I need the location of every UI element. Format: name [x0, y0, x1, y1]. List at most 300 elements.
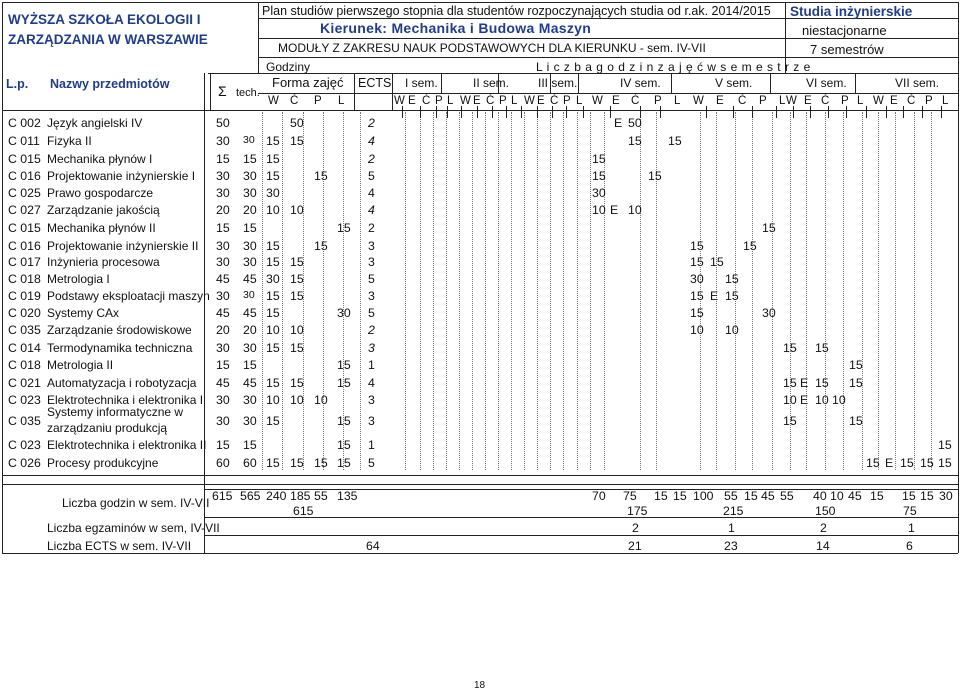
hours-w: 10 [266, 323, 280, 337]
sem-letter: P [759, 95, 767, 107]
subject-name-line1: Systemy informatyczne w [47, 405, 184, 419]
sem-letter: Ć [907, 95, 916, 107]
hours-w: 15 [266, 169, 280, 183]
subject-name-line2: zarządzaniu produkcją [47, 421, 168, 435]
sem-hours: 15 [690, 306, 704, 320]
ects-value: 3 [368, 393, 375, 407]
hours-sum: 30 [216, 239, 230, 253]
v-line [436, 106, 437, 118]
subject-name: Podstawy eksploatacji maszyn [47, 289, 210, 303]
sem-letter: W [786, 95, 797, 107]
hours-p: 15 [314, 239, 328, 253]
hours-w: 30 [266, 272, 280, 286]
sem-letter: E [473, 95, 481, 107]
sem-hours-total: 15 [744, 489, 758, 503]
dot-line [360, 112, 361, 470]
subject-name: Systemy CAx [47, 306, 120, 320]
v-line [866, 106, 867, 118]
study-type: Studia inżynierskie [790, 4, 913, 19]
sem-hours: E [614, 116, 623, 130]
hours-c: 50 [290, 116, 304, 130]
subject-code: C 017 [8, 255, 41, 269]
ects-value: 3 [368, 341, 375, 355]
subject-code: C 026 [8, 456, 41, 470]
subject-name: Procesy produkcyjne [47, 456, 159, 470]
hours-tech: 30 [243, 289, 255, 301]
hours-total-4: 55 [314, 489, 328, 503]
sem-letter: E [716, 95, 724, 107]
dot-line [914, 112, 915, 470]
hours-l: 15 [337, 414, 351, 428]
hours-c: 10 [290, 393, 304, 407]
sem-hours: 15 [920, 456, 934, 470]
dot-line [895, 112, 896, 470]
ects-value: 4 [368, 134, 375, 148]
dot-line [537, 112, 538, 470]
sem-hours: 15 [743, 239, 757, 253]
sem-letter: W [592, 95, 603, 107]
hours-w: 15 [266, 306, 280, 320]
ects-value: 5 [368, 306, 375, 320]
v-line [752, 106, 753, 118]
sem-hours: 15 [815, 376, 829, 390]
h-line [258, 93, 392, 94]
hours-l: 15 [337, 438, 351, 452]
sem-header-7: VII sem. [895, 76, 940, 90]
v-line [903, 106, 904, 118]
dot-line [931, 112, 932, 470]
hours-tech: 15 [243, 438, 257, 452]
sem-hours-total: 40 [813, 489, 827, 503]
subject-name: Mechanika płynów I [47, 152, 153, 166]
hours-tech: 30 [243, 239, 257, 253]
sem-hours: 15 [592, 169, 606, 183]
subject-code: C 016 [8, 239, 41, 253]
hours-tech: 30 [243, 134, 255, 146]
hours-c: 15 [290, 272, 304, 286]
hours-w: 15 [266, 456, 280, 470]
v-line [506, 106, 507, 118]
ects-value: 4 [368, 186, 375, 200]
hours-w: 15 [266, 134, 280, 148]
h-line [2, 475, 958, 476]
hours-sum: 15 [216, 438, 230, 452]
hours-sum: 50 [216, 116, 230, 130]
subject-code: C 025 [8, 186, 41, 200]
hours-tech: 30 [243, 186, 257, 200]
sem-hours-total: 75 [623, 489, 637, 503]
sem-exams: 2 [632, 521, 639, 535]
sem-hours: 15 [592, 152, 606, 166]
sem-hours-total: 15 [673, 489, 687, 503]
dot-line [433, 112, 434, 470]
hours-w: 15 [266, 255, 280, 269]
v-line [441, 73, 442, 93]
col-subjects: Nazwy przedmiotów [50, 77, 170, 91]
sem-letter: L [857, 95, 864, 107]
sem-letter: Ć [486, 95, 495, 107]
v-line [552, 106, 553, 118]
sem-hours-total: 15 [870, 489, 884, 503]
v-line [204, 73, 205, 553]
subject-code: C 015 [8, 152, 41, 166]
sem-hours-total: 15 [920, 489, 934, 503]
sem-letter: P [841, 95, 849, 107]
hours-l: 30 [337, 306, 351, 320]
ects-value: 3 [368, 414, 375, 428]
v-line [392, 73, 393, 110]
forma-letter-L: L [338, 95, 345, 107]
hours-sum: 45 [216, 376, 230, 390]
dot-line [752, 112, 753, 470]
hours-p: 15 [314, 169, 328, 183]
subject-code: C 015 [8, 221, 41, 235]
dot-line [420, 112, 421, 470]
dot-line [878, 112, 879, 470]
v-line [941, 106, 942, 118]
v-line [793, 106, 794, 118]
sem-hours: 50 [628, 116, 642, 130]
sem-letter: E [408, 95, 416, 107]
hours-c: 15 [290, 341, 304, 355]
sem-letter: W [873, 95, 884, 107]
sem-letter: W [524, 95, 535, 107]
sem-total: 175 [627, 504, 648, 518]
ects-value: 2 [368, 221, 375, 235]
hours-w: 10 [266, 203, 280, 217]
h-line [258, 57, 958, 58]
sem-letter: Ć [738, 95, 747, 107]
hours-c: 15 [290, 289, 304, 303]
hours-l: 15 [337, 358, 351, 372]
sem-hours: 15 [690, 239, 704, 253]
sem-exams: 1 [728, 521, 735, 535]
sem-hours: 10 [725, 323, 739, 337]
sem-hours: 30 [592, 186, 606, 200]
subject-name: Metrologia I [47, 272, 110, 286]
sem-total: 215 [723, 504, 744, 518]
hours-grand-total: 615 [293, 504, 314, 518]
subject-name: Elektrotechnika i elektronika II [47, 438, 207, 452]
hours-sum: 30 [216, 341, 230, 355]
ects-value: 3 [368, 255, 375, 269]
sem-letter: P [499, 95, 507, 107]
hours-sum: 30 [216, 169, 230, 183]
hours-w: 15 [266, 341, 280, 355]
hours-c: 10 [290, 323, 304, 337]
v-line [733, 106, 734, 118]
subject-code: C 014 [8, 341, 41, 355]
sem-hours: E [885, 456, 894, 470]
dot-line [640, 112, 641, 470]
sem-hours: 15 [938, 438, 952, 452]
school-name-line2: ZARZĄDZANIA W WARSZAWIE [8, 32, 208, 47]
v-line [521, 106, 522, 118]
ects-value: 4 [368, 203, 375, 217]
sem-header-3: III sem. [538, 76, 578, 90]
sem-letter: Ć [631, 95, 640, 107]
v-line [492, 106, 493, 118]
subject-name: Metrologia II [47, 358, 114, 372]
hours-total-0: 615 [212, 489, 233, 503]
sem-hours: 15 [762, 221, 776, 235]
sem-letter: P [925, 95, 933, 107]
h-line [258, 38, 958, 39]
sem-letter: W [693, 95, 704, 107]
subject-name: Mechanika płynów II [47, 221, 156, 235]
hours-tech: 30 [243, 341, 257, 355]
sem-hours-total: 55 [724, 489, 738, 503]
sem-header-2: II sem. [473, 76, 510, 90]
hours-total-1: 565 [240, 489, 261, 503]
ects-label: ECTS [358, 76, 392, 90]
ects-value: 2 [368, 116, 375, 130]
subject-name: Termodynamika techniczna [47, 341, 193, 355]
subject-code: C 018 [8, 358, 41, 372]
v-line [461, 106, 462, 118]
hours-c: 10 [290, 203, 304, 217]
sem-ects: 23 [724, 539, 738, 553]
hours-sum: 30 [216, 393, 230, 407]
h-line [392, 93, 958, 94]
ects-value: 5 [368, 169, 375, 183]
forma-zajec-label: Forma zajęć [272, 75, 344, 90]
sem-hours: 15 [849, 376, 863, 390]
sem-hours: 15 [725, 289, 739, 303]
h-line [204, 535, 958, 536]
sem-letter: E [804, 95, 812, 107]
hours-tech: 15 [243, 221, 257, 235]
sem-hours: 15 [690, 289, 704, 303]
v-line [846, 106, 847, 118]
ects-value: 1 [368, 438, 375, 452]
ects-value: 2 [368, 323, 375, 337]
hours-sum: 20 [216, 323, 230, 337]
ects-grand-total: 64 [366, 539, 380, 553]
sem-hours-total: 55 [780, 489, 794, 503]
ects-value: 3 [368, 289, 375, 303]
sem-hours: 10 [832, 393, 846, 407]
hours-w: 15 [266, 289, 280, 303]
hours-tech: 15 [243, 358, 257, 372]
sem-letter: L [942, 95, 949, 107]
hours-total-5: 135 [337, 489, 358, 503]
sem-hours-total: 10 [830, 489, 844, 503]
sem-hours: E [710, 289, 719, 303]
ects-value: 4 [368, 376, 375, 390]
hours-tech: 45 [243, 376, 257, 390]
v-line [2, 2, 3, 553]
dot-line [806, 112, 807, 470]
subject-code: C 035 [8, 323, 41, 337]
dot-line [577, 112, 578, 470]
hours-tech: 15 [243, 152, 257, 166]
tech-label: tech. [236, 87, 260, 99]
subject-name: Zarządzanie jakością [47, 203, 160, 217]
sem-hours: 10 [815, 393, 829, 407]
sem-hours: 10 [592, 203, 606, 217]
subject-name: Zarządzanie środowiskowe [47, 323, 192, 337]
subject-code: C 016 [8, 169, 41, 183]
plan-title: Plan studiów pierwszego stopnia dla studentów rozpoczynających studia od r.ak. 2014/2015 [262, 4, 771, 18]
dot-line [825, 112, 826, 470]
h-line [2, 2, 958, 3]
sem-hours-total: 30 [939, 489, 953, 503]
sem-letter: P [435, 95, 443, 107]
school-name-line1: WYŻSZA SZKOŁA EKOLOGII I [8, 12, 201, 27]
v-line [477, 106, 478, 118]
sem-hours: 15 [783, 376, 797, 390]
sem-letter: L [779, 95, 786, 107]
ects-value: 5 [368, 456, 375, 470]
sem-hours: 15 [866, 456, 880, 470]
hours-sum: 30 [216, 414, 230, 428]
v-line [706, 106, 707, 118]
hours-w: 15 [266, 152, 280, 166]
hours-w: 10 [266, 393, 280, 407]
sem-hours: 15 [725, 272, 739, 286]
v-line [886, 106, 887, 118]
hours-tech: 45 [243, 306, 257, 320]
subject-code: C 023 [8, 438, 41, 452]
sem-hours-total: 70 [592, 489, 606, 503]
ects-value: 1 [368, 358, 375, 372]
hours-sum: 30 [216, 255, 230, 269]
ects-value: 2 [368, 152, 375, 166]
v-line [210, 73, 211, 110]
sem-hours: 15 [628, 134, 642, 148]
subject-code: C 018 [8, 272, 41, 286]
sem-hours: 15 [938, 456, 952, 470]
dot-line [524, 112, 525, 470]
dot-line [772, 112, 773, 470]
sem-exams: 1 [908, 521, 915, 535]
dot-line [656, 112, 657, 470]
hours-sum: 30 [216, 134, 230, 148]
hours-sum: 30 [216, 186, 230, 200]
ects-value: 5 [368, 272, 375, 286]
hours-sum: 15 [216, 152, 230, 166]
sem-ects: 6 [906, 539, 913, 553]
hours-tech: 20 [243, 323, 257, 337]
sem-exams: 2 [820, 521, 827, 535]
subject-code: C 020 [8, 306, 41, 320]
dot-line [459, 112, 460, 470]
v-line [258, 2, 259, 73]
sem-header-1: I sem. [405, 76, 438, 90]
sem-letter: L [674, 95, 681, 107]
semesters-count: 7 semestrów [810, 42, 884, 57]
subject-code: C 035 [8, 414, 41, 428]
sem-hours-total: 15 [654, 489, 668, 503]
v-line [958, 2, 959, 553]
sem-letter: Ć [422, 95, 431, 107]
dot-line [446, 112, 447, 470]
hours-c: 15 [290, 134, 304, 148]
sem-total: 150 [815, 504, 836, 518]
liczba-godzin-label: L i c z b a g o d z i n z a j ę ć w s e m e s t r z e [536, 60, 811, 74]
hours-c: 15 [290, 255, 304, 269]
sem-hours: 15 [900, 456, 914, 470]
v-line [671, 73, 672, 93]
subject-name: Elektrotechnika i elektronika I [47, 393, 204, 407]
hours-tech: 60 [243, 456, 257, 470]
sem-letter: W [394, 95, 405, 107]
sem-hours: 15 [849, 414, 863, 428]
sem-hours: 15 [668, 134, 682, 148]
v-line [770, 73, 771, 93]
dot-line [323, 112, 324, 470]
subject-code: C 023 [8, 393, 41, 407]
v-line [855, 73, 856, 93]
subject-code: C 019 [8, 289, 41, 303]
hours-c: 15 [290, 456, 304, 470]
v-line [402, 106, 403, 118]
v-line [583, 106, 584, 118]
subject-code: C 011 [8, 134, 40, 148]
subject-name: Projektowanie inżynierskie I [47, 169, 196, 183]
page-number: 18 [474, 680, 486, 691]
dot-line [563, 112, 564, 470]
study-mode: niestacjonarne [802, 23, 887, 38]
sem-hours: E [610, 203, 619, 217]
sigma-label: Σ [218, 83, 227, 99]
hours-sum: 15 [216, 221, 230, 235]
dot-line [282, 112, 283, 470]
sem-letter: E [890, 95, 898, 107]
dot-line [550, 112, 551, 470]
hours-sum: 45 [216, 272, 230, 286]
sem-hours: 15 [783, 341, 797, 355]
subject-name: Projektowanie inżynierskie II [47, 239, 199, 253]
subject-code: C 027 [8, 203, 41, 217]
subject-code: C 021 [8, 376, 41, 390]
v-line [828, 106, 829, 118]
hours-p: 10 [314, 393, 328, 407]
direction-title: Kierunek: Mechanika i Budowa Maszyn [320, 20, 592, 36]
subject-name: Inżynieria procesowa [47, 255, 160, 269]
sem-hours-total: 100 [693, 489, 714, 503]
sem-letter: L [576, 95, 583, 107]
sem-hours-total: 15 [902, 489, 916, 503]
sem-letter: P [654, 95, 662, 107]
sem-hours-total: 45 [761, 489, 775, 503]
hours-sum: 60 [216, 456, 230, 470]
hours-total-2: 240 [266, 489, 287, 503]
hours-tech: 30 [243, 414, 257, 428]
sem-header-5: V sem. [715, 76, 753, 90]
subject-name: Fizyka II [47, 134, 92, 148]
dot-line [485, 112, 486, 470]
sem-header-6: VI sem. [806, 76, 847, 90]
sem-letter: L [511, 95, 518, 107]
sem-letter: E [612, 95, 620, 107]
sem-letter: E [537, 95, 545, 107]
h-line [204, 517, 958, 518]
hours-l: 15 [337, 221, 351, 235]
sem-total: 75 [903, 504, 917, 518]
subject-code: C 002 [8, 116, 41, 130]
sem-header-4: IV sem. [620, 76, 661, 90]
sem-hours: 15 [849, 358, 863, 372]
sem-hours: 15 [710, 255, 724, 269]
sem-ects: 14 [816, 539, 830, 553]
dot-line [405, 112, 406, 470]
v-line [354, 73, 355, 110]
hours-w: 30 [266, 186, 280, 200]
hours-total-3: 185 [290, 489, 311, 503]
hours-tech: 30 [243, 393, 257, 407]
